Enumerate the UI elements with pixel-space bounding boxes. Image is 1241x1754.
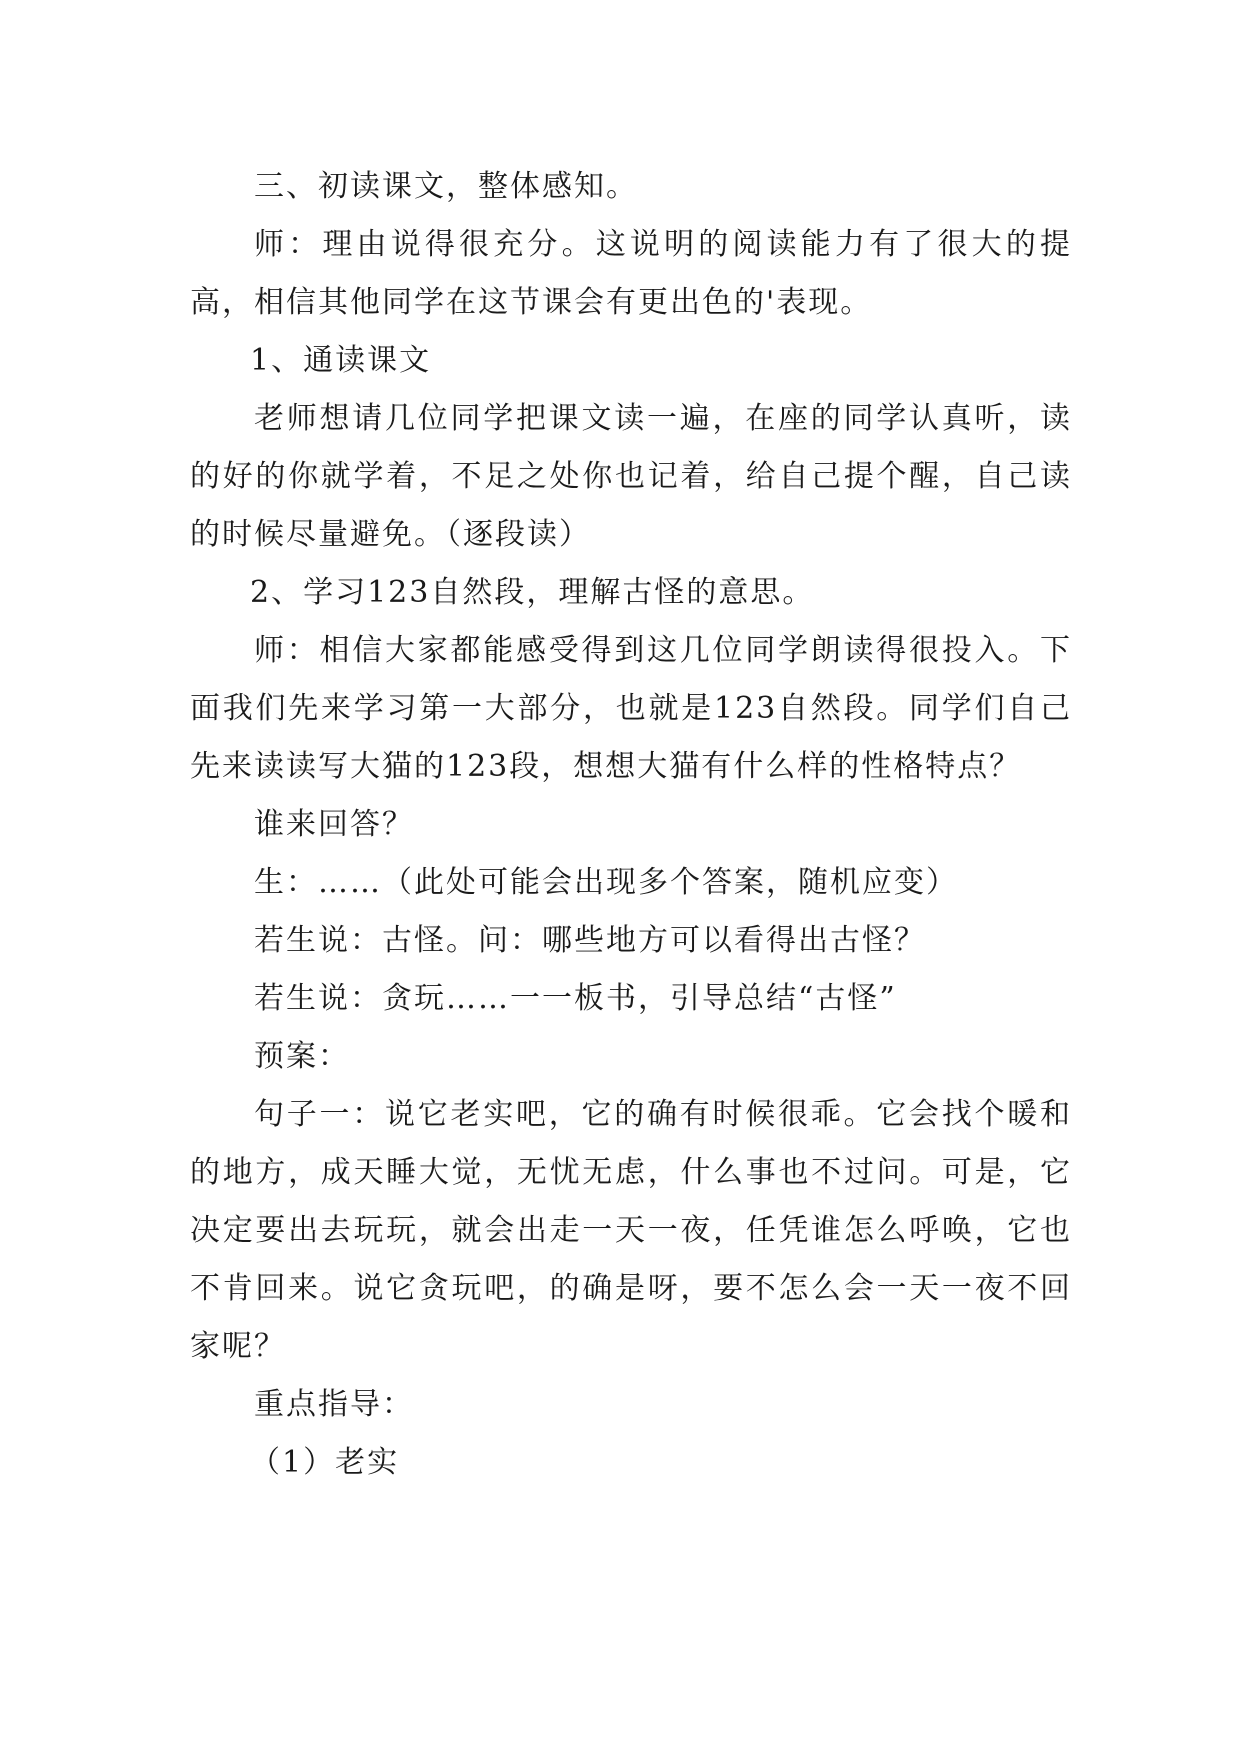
paragraph: 若生说：古怪。问：哪些地方可以看得出古怪？ xyxy=(254,923,926,958)
paragraph: 生：……（此处可能会出现多个答案，随机应变） xyxy=(254,865,958,900)
list-item: 2、学习123自然段，理解古怪的意思。 xyxy=(250,575,815,610)
paragraph: 预案： xyxy=(254,1039,350,1074)
document-body xyxy=(190,158,1072,1492)
paragraph: 若生说：贪玩……一一板书，引导总结“古怪” xyxy=(254,981,897,1016)
paragraph: 重点指导： xyxy=(254,1387,414,1422)
paragraph: 谁来回答？ xyxy=(254,807,414,842)
paragraph: 老师想请几位同学把课文读一遍，在座的同学认真听，读的好的你就学着，不足之处你也记着，给自己提个醒，自己读的时候尽量避免。（逐段读） xyxy=(190,401,1072,552)
list-item: （1）老实 xyxy=(250,1445,400,1480)
list-item: 1、通读课文 xyxy=(250,343,432,378)
paragraph: 师：理由说得很充分。这说明的阅读能力有了很大的提高，相信其他同学在这节课会有更出色的'表现。 xyxy=(190,227,1072,320)
paragraph: 句子一：说它老实吧，它的确有时候很乖。它会找个暖和的地方，成天睡大觉，无忧无虑，什么事也不过问。可是，它决定要出去玩玩，就会出走一天一夜，任凭谁怎么呼唤，它也不肯回来。说它贪玩吧，的确是呀，要不怎么会一天一夜不回家呢？ xyxy=(190,1097,1072,1364)
paragraph: 师：相信大家都能感受得到这几位同学朗读得很投入。下面我们先来学习第一大部分，也就是123自然段。同学们自己先来读读写大猫的123段，想想大猫有什么样的性格特点？ xyxy=(190,633,1072,784)
section-heading: 三、初读课文，整体感知。 xyxy=(254,169,638,204)
